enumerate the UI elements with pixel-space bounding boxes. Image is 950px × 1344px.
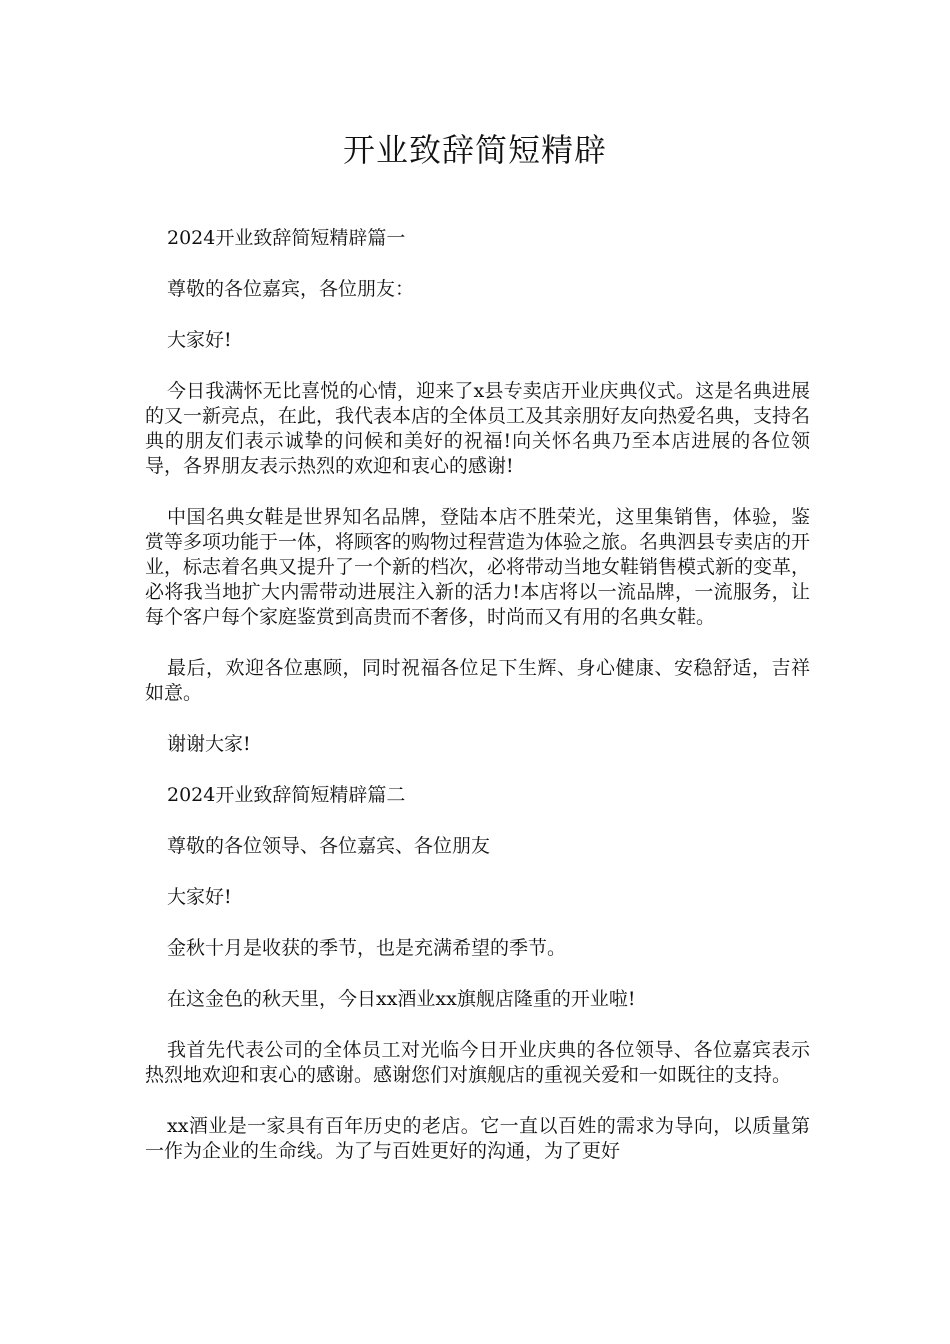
greeting-paragraph: 大家好! [167, 329, 232, 351]
section-heading-2: 2024开业致辞简短精辟篇二 [167, 784, 406, 806]
body-paragraph: 金秋十月是收获的季节，也是充满希望的季节。 [167, 937, 567, 959]
salutation-paragraph: 尊敬的各位嘉宾，各位朋友： [167, 278, 415, 300]
body-paragraph: 中国名典女鞋是世界知名品牌，登陆本店不胜荣光，这里集销售，体验，鉴赏等多项功能于一体，将顾客的购物过程营造为体验之旅。名典泗县专卖店的开业，标志着名典又提升了一个新的档次，必将带动当地女鞋销售模式新的变革，必将我当地扩大内需带动进展注入新的活力!本店将以一流品牌，一流服务，让每个客户每个家庭鉴赏到高贵而不奢侈，时尚而又有用的名典女鞋。 [145, 506, 811, 628]
body-paragraph: 今日我满怀无比喜悦的心情，迎来了x县专卖店开业庆典仪式。这是名典进展的又一新亮点，在此，我代表本店的全体员工及其亲朋好友向热爱名典，支持名典的朋友们表示诚挚的问候和美好的祝福!向关怀名典乃至本店进展的各位领导，各界朋友表示热烈的欢迎和衷心的感谢! [145, 380, 811, 477]
thanks-paragraph: 谢谢大家! [167, 733, 251, 755]
section-heading-1: 2024开业致辞简短精辟篇一 [167, 227, 406, 249]
body-paragraph: 我首先代表公司的全体员工对光临今日开业庆典的各位领导、各位嘉宾表示热烈地欢迎和衷心的感谢。感谢您们对旗舰店的重视关爱和一如既往的支持。 [145, 1039, 810, 1086]
body-paragraph: 在这金色的秋天里，今日xx酒业xx旗舰店隆重的开业啦! [167, 988, 636, 1010]
salutation-paragraph: 尊敬的各位领导、各位嘉宾、各位朋友 [167, 835, 491, 857]
body-paragraph: xx酒业是一家具有百年历史的老店。它一直以百姓的需求为导向，以质量第一作为企业的生命线。为了与百姓更好的沟通，为了更好 [145, 1115, 810, 1162]
document-body [145, 226, 810, 1190]
closing-paragraph: 最后，欢迎各位惠顾，同时祝福各位足下生辉、身心健康、安稳舒适，吉祥如意。 [145, 657, 810, 704]
document-title: 开业致辞简短精辟 [342, 131, 607, 169]
greeting-paragraph: 大家好! [167, 886, 232, 908]
